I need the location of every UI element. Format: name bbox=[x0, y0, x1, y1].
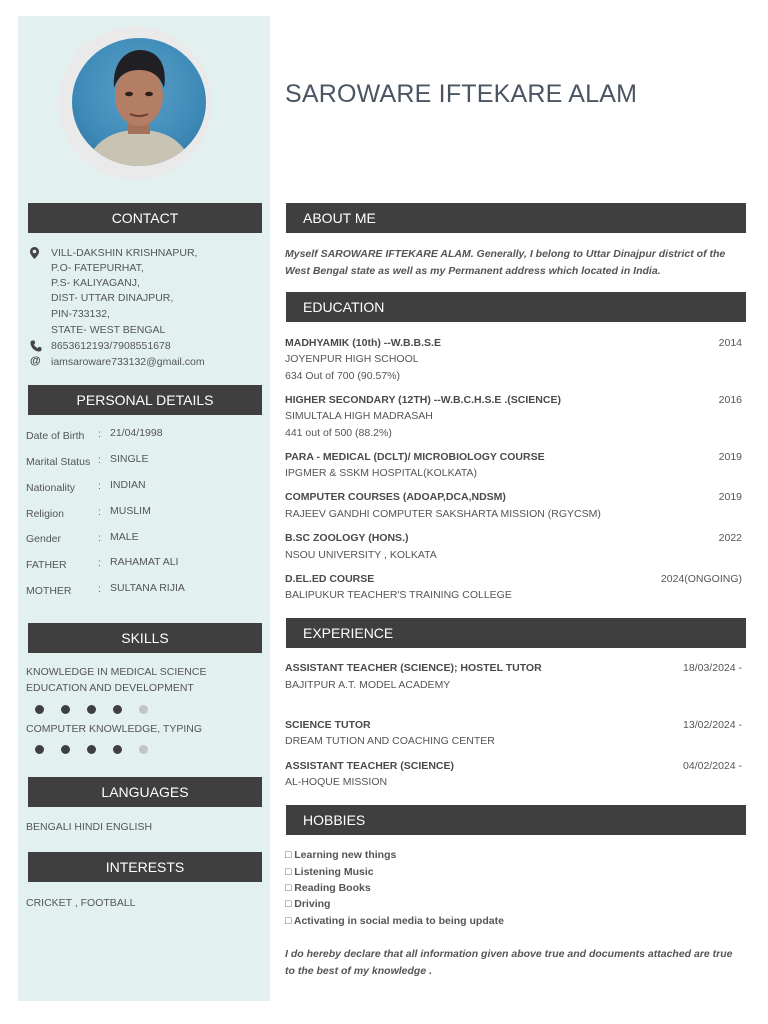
person-portrait-icon bbox=[72, 38, 206, 166]
box-bullet-icon: □ bbox=[285, 882, 292, 894]
personal-label: Nationality bbox=[26, 482, 76, 494]
address-line: STATE- WEST BENGAL bbox=[51, 324, 166, 336]
personal-colon: : bbox=[98, 583, 101, 595]
phone-icon bbox=[30, 340, 42, 355]
hobby-text: Activating in social media to being update bbox=[293, 915, 504, 927]
skill-label: COMPUTER KNOWLEDGE, TYPING bbox=[26, 723, 202, 735]
languages-heading: LANGUAGES bbox=[28, 777, 262, 807]
phone-number[interactable]: 8653612193/7908551678 bbox=[51, 340, 171, 352]
personal-colon: : bbox=[98, 506, 101, 518]
hobbies-heading: HOBBIES bbox=[286, 805, 746, 835]
personal-value: 21/04/1998 bbox=[110, 427, 163, 439]
hobby-text: Listening Music bbox=[294, 866, 374, 878]
experience-org: AL-HOQUE MISSION bbox=[285, 776, 388, 788]
filled-rating-dot bbox=[113, 705, 122, 714]
at-icon: @ bbox=[30, 355, 41, 367]
experience-title: SCIENCE TUTOR bbox=[285, 719, 371, 731]
experience-heading: EXPERIENCE bbox=[286, 618, 746, 648]
education-year: 2016 bbox=[718, 394, 742, 406]
hobby-item bbox=[285, 915, 504, 927]
personal-value: SULTANA RIJIA bbox=[110, 582, 185, 594]
education-title: D.EL.ED COURSE bbox=[285, 573, 375, 585]
address-line: P.O- FATEPURHAT, bbox=[51, 262, 144, 274]
hobby-text: Driving bbox=[294, 898, 331, 910]
languages-text: BENGALI HINDI ENGLISH bbox=[26, 821, 153, 833]
personal-label: Date of Birth bbox=[26, 430, 85, 442]
education-title: COMPUTER COURSES (ADOAP,DCA,NDSM) bbox=[285, 491, 506, 503]
address-line: DIST- UTTAR DINAJPUR, bbox=[51, 292, 174, 304]
filled-rating-dot bbox=[87, 705, 96, 714]
experience-date: 18/03/2024 - bbox=[683, 662, 742, 674]
personal-label: Marital Status bbox=[26, 456, 91, 468]
experience-org: BAJITPUR A.T. MODEL ACADEMY bbox=[285, 679, 451, 691]
personal-colon: : bbox=[98, 532, 101, 544]
hobby-item bbox=[285, 849, 396, 861]
profile-photo bbox=[72, 38, 206, 166]
personal-colon: : bbox=[98, 428, 101, 440]
personal-label: FATHER bbox=[26, 559, 67, 571]
declaration-text: I do hereby declare that all information given above true and documents attached are true to the best of my knowledge . bbox=[285, 948, 733, 977]
skill-label: KNOWLEDGE IN MEDICAL SCIENCE bbox=[26, 666, 207, 678]
education-year: 2024(ONGOING) bbox=[660, 573, 742, 585]
personal-label: MOTHER bbox=[26, 585, 72, 597]
personal-value: INDIAN bbox=[110, 479, 146, 491]
education-title: B.SC ZOOLOGY (HONS.) bbox=[285, 532, 409, 544]
education-year: 2019 bbox=[718, 451, 742, 463]
education-detail: JOYENPUR HIGH SCHOOL bbox=[285, 353, 419, 365]
about-text: Myself SAROWARE IFTEKARE ALAM. Generally, I belong to Uttar Dinajpur district of the West Bengal state as well as my Permanent address which located in India. bbox=[285, 248, 726, 277]
personal-colon: : bbox=[98, 557, 101, 569]
education-title: MADHYAMIK (10th) --W.B.B.S.E bbox=[285, 337, 441, 349]
empty-rating-dot bbox=[139, 705, 148, 714]
personal-value: MALE bbox=[110, 531, 139, 543]
personal-details-heading: PERSONAL DETAILS bbox=[28, 385, 262, 415]
education-title: HIGHER SECONDARY (12TH) --W.B.C.H.S.E .(SCIENCE) bbox=[285, 394, 561, 406]
contact-heading: CONTACT bbox=[28, 203, 262, 233]
education-detail: NSOU UNIVERSITY , KOLKATA bbox=[285, 549, 437, 561]
personal-label: Religion bbox=[26, 508, 64, 520]
hobby-item bbox=[285, 882, 371, 894]
education-year: 2014 bbox=[718, 337, 742, 349]
education-title: PARA - MEDICAL (DCLT)/ MICROBIOLOGY COURSE bbox=[285, 451, 545, 463]
education-detail: SIMULTALA HIGH MADRASAH bbox=[285, 410, 433, 422]
about-heading: ABOUT ME bbox=[286, 203, 746, 233]
location-pin-icon bbox=[30, 247, 39, 262]
experience-date: 04/02/2024 - bbox=[683, 760, 742, 772]
personal-value: MUSLIM bbox=[110, 505, 151, 517]
education-detail: BALIPUKUR TEACHER'S TRAINING COLLEGE bbox=[285, 589, 512, 601]
empty-rating-dot bbox=[139, 745, 148, 754]
address-line: VILL-DAKSHIN KRISHNAPUR, bbox=[51, 247, 198, 259]
education-year: 2022 bbox=[718, 532, 742, 544]
box-bullet-icon: □ bbox=[285, 849, 292, 861]
personal-value: RAHAMAT ALI bbox=[110, 556, 179, 568]
address-line: PIN-733132, bbox=[51, 308, 110, 320]
filled-rating-dot bbox=[61, 705, 70, 714]
experience-org: DREAM TUTION AND COACHING CENTER bbox=[285, 735, 495, 747]
personal-colon: : bbox=[98, 454, 101, 466]
education-detail: RAJEEV GANDHI COMPUTER SAKSHARTA MISSION (RGYCSM) bbox=[285, 508, 601, 520]
education-detail: IPGMER & SSKM HOSPITAL(KOLKATA) bbox=[285, 467, 477, 479]
address-line: P.S- KALIYAGANJ, bbox=[51, 277, 140, 289]
candidate-name: SAROWARE IFTEKARE ALAM bbox=[285, 80, 638, 108]
filled-rating-dot bbox=[35, 745, 44, 754]
hobby-item bbox=[285, 866, 374, 878]
skills-heading: SKILLS bbox=[28, 623, 262, 653]
email-address[interactable]: iamsaroware733132@gmail.com bbox=[51, 356, 205, 368]
personal-value: SINGLE bbox=[110, 453, 149, 465]
experience-title: ASSISTANT TEACHER (SCIENCE) bbox=[285, 760, 454, 772]
education-detail: 634 Out of 700 (90.57%) bbox=[285, 370, 400, 382]
box-bullet-icon: □ bbox=[285, 915, 292, 927]
hobby-text: Learning new things bbox=[294, 849, 397, 861]
filled-rating-dot bbox=[87, 745, 96, 754]
box-bullet-icon: □ bbox=[285, 898, 292, 910]
education-detail: 441 out of 500 (88.2%) bbox=[285, 427, 392, 439]
experience-date: 13/02/2024 - bbox=[683, 719, 742, 731]
interests-text: CRICKET , FOOTBALL bbox=[26, 897, 136, 909]
filled-rating-dot bbox=[113, 745, 122, 754]
personal-label: Gender bbox=[26, 533, 62, 545]
interests-heading: INTERESTS bbox=[28, 852, 262, 882]
hobby-item bbox=[285, 898, 330, 910]
education-heading: EDUCATION bbox=[286, 292, 746, 322]
box-bullet-icon: □ bbox=[285, 866, 292, 878]
filled-rating-dot bbox=[35, 705, 44, 714]
hobby-text: Reading Books bbox=[294, 882, 371, 894]
experience-title: ASSISTANT TEACHER (SCIENCE); HOSTEL TUTOR bbox=[285, 662, 542, 674]
skill-label: EDUCATION AND DEVELOPMENT bbox=[26, 682, 194, 694]
personal-colon: : bbox=[98, 480, 101, 492]
education-year: 2019 bbox=[718, 491, 742, 503]
filled-rating-dot bbox=[61, 745, 70, 754]
